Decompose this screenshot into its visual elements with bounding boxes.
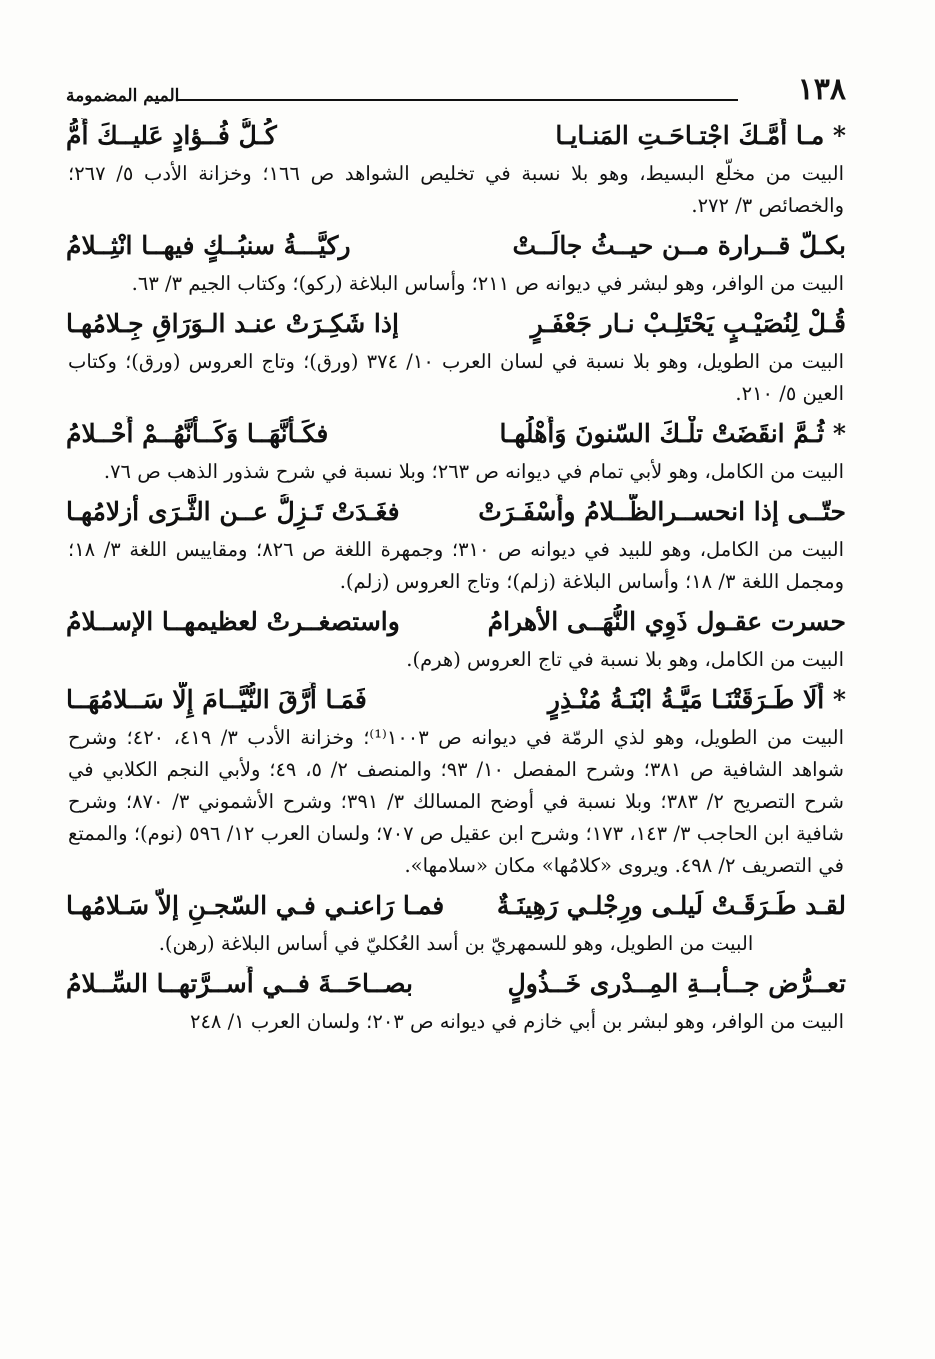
first-hemistich: حسرت عقـول ذَوِي النُّهَــى الأهرامُ — [487, 607, 846, 636]
verse-line — [66, 966, 846, 1006]
second-hemistich: كُـلُّ فُــؤادٍ عَليــكَ أُمُّ — [66, 121, 277, 150]
first-hemistich: لقـد طَـرَقَـتْ لَيلـى ورِجْلـي رَهِينَـةٌ — [496, 891, 846, 920]
header-rule — [176, 99, 738, 101]
book-page — [66, 72, 846, 1038]
verse-line — [66, 118, 846, 158]
poetry-entry — [66, 416, 846, 488]
verse-line — [66, 682, 846, 722]
source-note: البيت من الكامل، وهو بلا نسبة في تاج العروس (هرم). — [406, 648, 844, 671]
second-hemistich: إذا شَكِـرَتْ عنـد الـوَرَاقِ جِـلامُهـا — [66, 309, 399, 338]
poetry-entry — [66, 888, 846, 960]
poetry-entry — [66, 682, 846, 882]
second-hemistich: فكَـأَنَّهَــا وَكَــأَنَّهُــمْ أَحْــلامُ — [66, 419, 329, 448]
source-note: البيت من الكامل، وهو للبيد في ديوانه ص ٣١٠؛ وجمهرة اللغة ص ٨٢٦؛ ومقاييس اللغة ٣/ ١٨؛ ومجمل اللغة ٣/ ١٨؛ وأساس البلاغة (زلم)؛ وتاج العروس (زلم). — [68, 538, 844, 593]
verse-line — [66, 888, 846, 928]
second-hemistich: واستصغــرتْ لعظيمهــا الإســلامُ — [66, 607, 400, 636]
poetry-entry — [66, 604, 846, 676]
poetry-entry — [66, 118, 846, 222]
first-hemistich: * ثُـمَّ انقَضَتْ تلْـكَ السّنونَ وَأَهْلُهـا — [499, 419, 846, 448]
source-note: البيت من الوافر، وهو لبشر بن أبي خازم في ديوانه ص ٢٠٣؛ ولسان العرب ١/ ٢٤٨ — [189, 1010, 844, 1033]
first-hemistich: تعــرُّض جــأبــةِ المِــدْرى خَــذُولٍ — [507, 969, 846, 998]
source-note: البيت من الطويل، وهو بلا نسبة في لسان العرب ١٠/ ٣٧٤ (ورق)؛ وتاج العروس (ورق)؛ وكتاب العين ٥/ ٢١٠. — [68, 350, 844, 405]
running-title: الميم المضمومة — [66, 86, 180, 106]
first-hemistich: قُـلْ لِنُصَيْـبٍ يَحْتَلِـبْ نـار جَعْفَـرٍ — [530, 309, 846, 338]
second-hemistich: فمـا رَاعنـي فـي السّجـنِ إلاّ سَـلامُهـا — [66, 891, 445, 920]
poetry-entry — [66, 966, 846, 1038]
verse-line — [66, 494, 846, 534]
source-note: البيت من مخلّع البسيط، وهو بلا نسبة في تخليص الشواهد ص ١٦٦؛ وخزانة الأدب ٥/ ٢٦٧؛ والخصائص ٣/ ٢٧٢. — [68, 162, 844, 217]
source-note: البيت من الوافر، وهو لبشر في ديوانه ص ٢١١؛ وأساس البلاغة (ركو)؛ وكتاب الجيم ٣/ ٦٣. — [131, 272, 844, 295]
source-note: البيت من الطويل، وهو لذي الرمّة في ديوانه ص ١٠٠٣⁽¹⁾؛ وخزانة الأدب ٣/ ٤١٩، ٤٢٠؛ وشرح شواهد الشافية ص ٣٨١؛ وشرح المفصل ١٠/ ٩٣؛ والمنصف ٢/ ٥، ٤٩؛ ولأبي النجم الكلابي في شرح التصريح ٢/ ٣٨٣؛ وبلا نسبة في أوضح المسالك ٣/ ٣٩١؛ وشرح الأشموني ٣/ ٨٧٠؛ وشرح شافية ابن الحاجب ٣/ ١٤٣، ١٧٣؛ وشرح ابن عقيل ص ٧٠٧؛ ولسان العرب ١٢/ ٥٩٦ (نوم)؛ والممتع في التصريف ٢/ ٤٩٨. ويروى «كلامُها» مكان «سلامها». — [68, 726, 844, 877]
second-hemistich: بصــاحَــةَ فــي أَســرَّتهــا السِّــلامُ — [66, 969, 413, 998]
verse-line — [66, 604, 846, 644]
source-note: البيت من الطويل، وهو للسمهريّ بن أسد العُكليّ في أساس البلاغة (رهن). — [158, 932, 754, 955]
first-hemistich: حتّــى إذا انحســرالظَّــلامُ وأَسْفَـرَتْ — [478, 497, 846, 526]
second-hemistich: فَمَـا أَرَّقَ النُّيَّــامَ إِلَّا سَــلامُهَــا — [66, 685, 367, 714]
source-note: البيت من الكامل، وهو لأبي تمام في ديوانه ص ٢٦٣؛ وبلا نسبة في شرح شذور الذهب ص ٧٦. — [103, 460, 844, 483]
poetry-entry — [66, 494, 846, 598]
first-hemistich: * أَلَا طَـرَقَتْنَـا مَيَّـةُ ابْنَـةُ مُنْـذِرٍ — [547, 685, 846, 714]
poetry-entry — [66, 306, 846, 410]
first-hemistich: * مـا أُمَّـكَ اجْتـاحَـتِ المَنـايـا — [555, 121, 846, 150]
first-hemistich: بكـلّ قــرارة مــن حيــثُ جالَــتْ — [512, 231, 846, 260]
page-number: ١٣٨ — [797, 72, 846, 107]
second-hemistich: ركيَّـــةُ سنبُــكٍ فيهــا انْثِــلامُ — [66, 231, 351, 260]
verse-line — [66, 416, 846, 456]
page-header — [66, 72, 846, 112]
poetry-entry — [66, 228, 846, 300]
verse-line — [66, 228, 846, 268]
verse-line — [66, 306, 846, 346]
second-hemistich: فغَـدَتْ تَـزِلُّ عــن الثَّـرَى أزلامُهـا — [66, 497, 400, 526]
